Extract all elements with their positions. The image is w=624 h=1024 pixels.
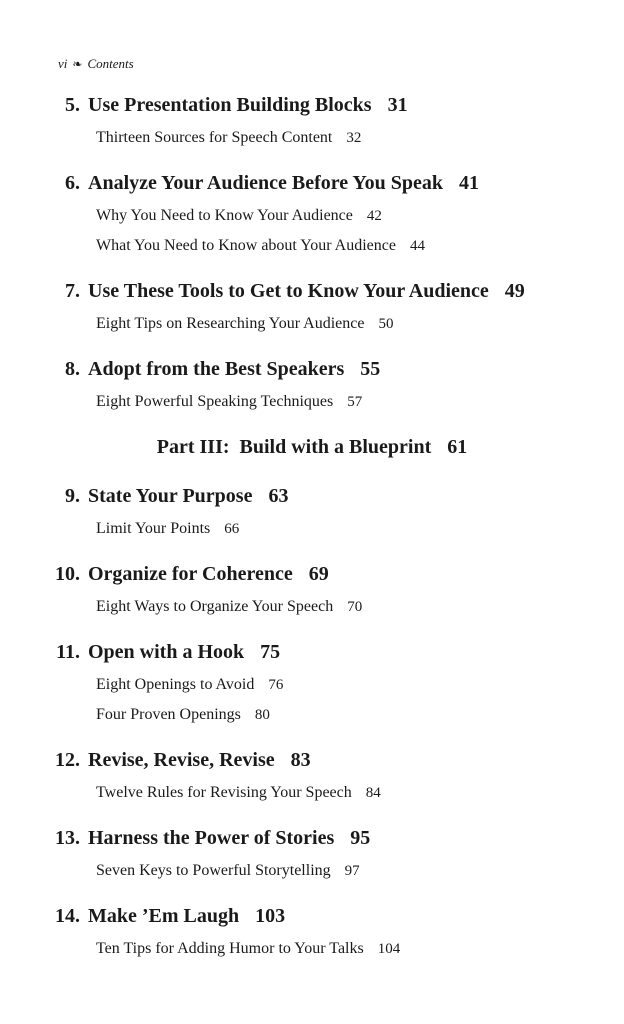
chapter-title: Organize for Coherence (88, 563, 293, 585)
chapter-title: Open with a Hook (88, 641, 245, 663)
toc-chapter (0, 827, 624, 886)
chapter-list-b (0, 485, 624, 964)
subsection-page: 50 (378, 316, 394, 332)
subsection-entry (0, 514, 624, 544)
subsection-entry (0, 856, 624, 886)
part-title: Build with a Blueprint (239, 436, 432, 458)
toc-chapter (0, 485, 624, 544)
subsection-title: Limit Your Points (96, 520, 211, 537)
subsection-entry (0, 778, 624, 808)
running-head (58, 56, 134, 72)
chapter-title: Use These Tools to Get to Know Your Audience (88, 280, 489, 302)
chapter-title: Make ’Em Laugh (88, 905, 240, 927)
toc-chapter (0, 280, 624, 339)
chapter-page: 49 (504, 280, 525, 302)
chapter-title: Analyze Your Audience Before You Speak (88, 172, 444, 194)
subsection-page: 76 (268, 677, 284, 693)
subsection-title: Eight Openings to Avoid (96, 676, 255, 693)
subsection-entry (0, 592, 624, 622)
subsection-title: Seven Keys to Powerful Storytelling (96, 862, 331, 879)
subsection-entry (0, 934, 624, 964)
part-heading (0, 436, 624, 466)
chapter-number: 14. (55, 905, 80, 927)
toc-chapter (0, 749, 624, 808)
chapter-title: Harness the Power of Stories (88, 827, 335, 849)
chapter-heading (0, 905, 624, 934)
toc-chapter (0, 94, 624, 153)
chapter-page: 55 (360, 358, 381, 380)
chapter-number: 11. (56, 641, 80, 663)
subsection-entry (0, 309, 624, 339)
subsection-title: Eight Ways to Organize Your Speech (96, 598, 334, 615)
subsection-entry (0, 387, 624, 417)
part-label: Part III: (156, 436, 230, 458)
chapter-title: Use Presentation Building Blocks (88, 94, 372, 116)
toc-chapter (0, 641, 624, 730)
subsection-title: Eight Powerful Speaking Techniques (96, 393, 334, 410)
chapter-page: 69 (308, 563, 329, 585)
chapter-heading (0, 94, 624, 123)
chapter-number: 5. (65, 94, 80, 116)
section-label: Contents (87, 56, 134, 71)
subsection-title: What You Need to Know about Your Audience (96, 237, 396, 254)
chapter-page: 31 (387, 94, 408, 116)
toc-chapter (0, 563, 624, 622)
toc-chapter (0, 358, 624, 417)
chapter-heading (0, 485, 624, 514)
chapter-title: Adopt from the Best Speakers (88, 358, 345, 380)
chapter-heading (0, 280, 624, 309)
chapter-heading (0, 641, 624, 670)
chapter-number: 13. (55, 827, 80, 849)
subsection-entry (0, 123, 624, 153)
chapter-heading (0, 358, 624, 387)
chapter-number: 8. (65, 358, 80, 380)
chapter-title: Revise, Revise, Revise (88, 749, 275, 771)
subsection-title: Ten Tips for Adding Humor to Your Talks (96, 940, 364, 957)
chapter-number: 6. (65, 172, 80, 194)
toc-chapter (0, 172, 624, 261)
subsection-page: 57 (347, 394, 363, 410)
chapter-list-a (0, 94, 624, 417)
subsection-entry (0, 201, 624, 231)
subsection-entry (0, 700, 624, 730)
subsection-title: Four Proven Openings (96, 706, 241, 723)
subsection-page: 70 (347, 599, 363, 615)
chapter-heading (0, 563, 624, 592)
subsection-title: Thirteen Sources for Speech Content (96, 129, 333, 146)
chapter-number: 7. (65, 280, 80, 302)
chapter-title: State Your Purpose (88, 485, 253, 507)
chapter-page: 63 (268, 485, 289, 507)
chapter-page: 103 (255, 905, 286, 927)
subsection-title: Twelve Rules for Revising Your Speech (96, 784, 352, 801)
subsection-entry (0, 231, 624, 261)
subsection-page: 44 (409, 238, 425, 254)
chapter-heading (0, 172, 624, 201)
subsection-page: 80 (254, 707, 270, 723)
chapter-page: 41 (459, 172, 480, 194)
chapter-number: 12. (55, 749, 80, 771)
toc-chapter (0, 905, 624, 964)
subsection-title: Why You Need to Know Your Audience (96, 207, 353, 224)
subsection-page: 42 (366, 208, 382, 224)
chapter-page: 83 (290, 749, 311, 771)
chapter-number: 9. (65, 485, 80, 507)
part-page: 61 (447, 436, 468, 458)
subsection-page: 32 (346, 130, 362, 146)
fleuron-icon: ❧ (72, 57, 83, 71)
subsection-title: Eight Tips on Researching Your Audience (96, 315, 365, 332)
chapter-number: 10. (55, 563, 80, 585)
page-number: vi (58, 56, 68, 71)
subsection-page: 84 (365, 785, 381, 801)
chapter-heading (0, 827, 624, 856)
chapter-heading (0, 749, 624, 778)
table-of-contents (0, 94, 624, 983)
subsection-page: 66 (224, 521, 240, 537)
chapter-page: 75 (260, 641, 281, 663)
subsection-page: 104 (377, 941, 401, 957)
subsection-entry (0, 670, 624, 700)
subsection-page: 97 (344, 863, 360, 879)
chapter-page: 95 (350, 827, 371, 849)
